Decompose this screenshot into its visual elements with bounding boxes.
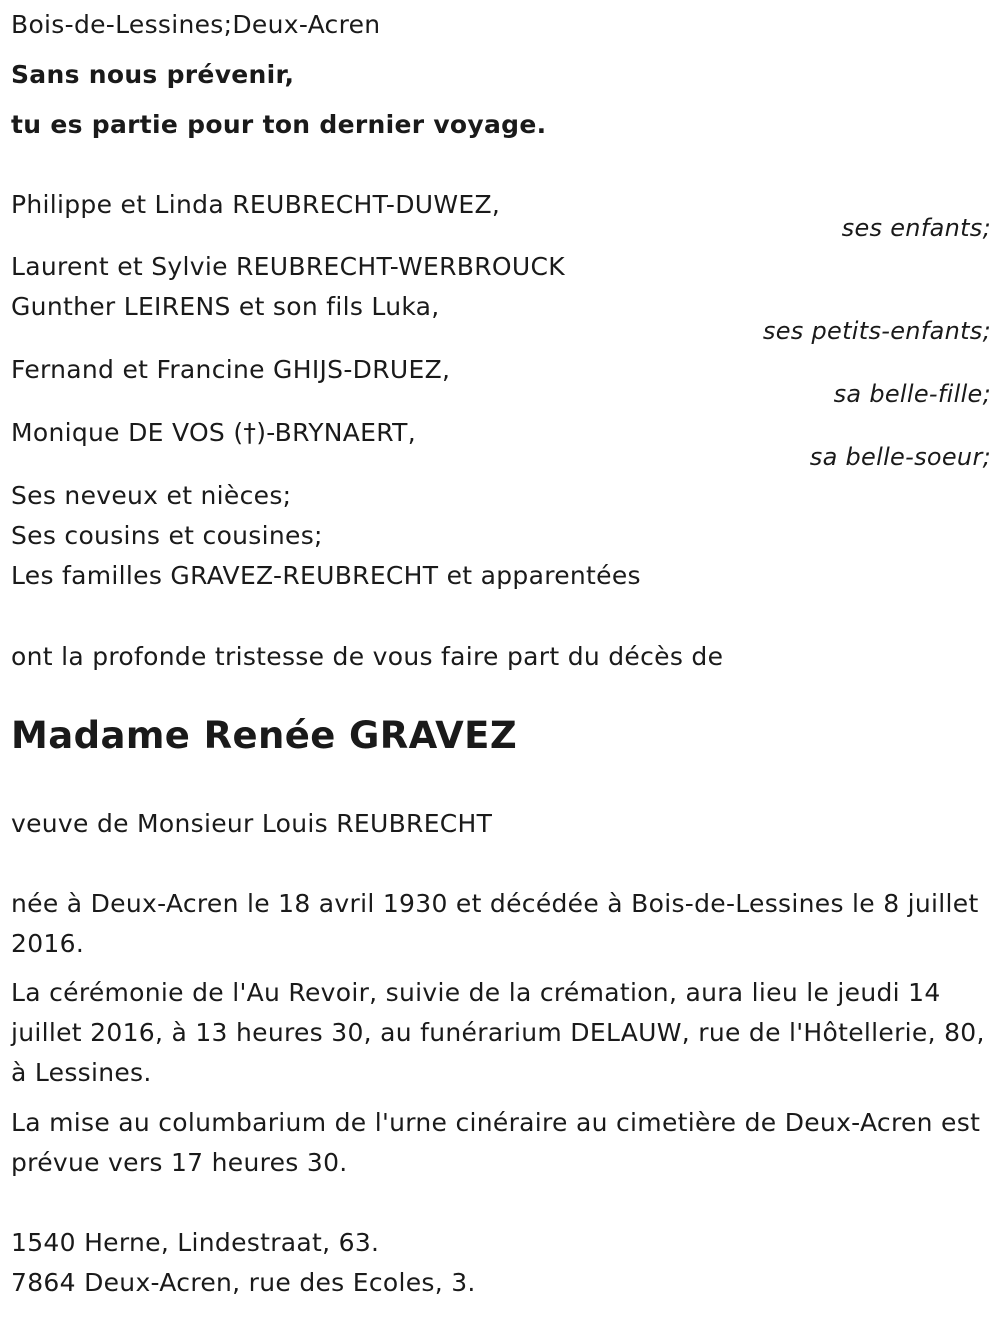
family-line-grandchildren-1: Laurent et Sylvie REUBRECHT-WERBROUCK [11, 252, 565, 281]
columbarium-paragraph: La mise au columbarium de l'urne cinéraire au cimetière de Deux-Acren est prévue vers 17 heures 30. [11, 1108, 981, 1177]
family-line-daughter-in-law: Fernand et Francine GHIJS-DRUEZ, [11, 355, 451, 384]
extended-line-2: Ses cousins et cousines; [11, 521, 323, 550]
announcement-line: ont la profonde tristesse de vous faire part du décès de [11, 642, 724, 671]
relation-children: ses enfants; [841, 214, 991, 242]
birth-death-paragraph: née à Deux-Acren le 18 avril 1930 et décédée à Bois-de-Lessines le 8 juillet 2016. [11, 889, 979, 958]
relation-sister-in-law: sa belle-soeur; [809, 443, 991, 471]
address-line-2: 7864 Deux-Acren, rue des Ecoles, 3. [11, 1268, 476, 1297]
deceased-name: Madame Renée GRAVEZ [11, 714, 518, 757]
family-line-children: Philippe et Linda REUBRECHT-DUWEZ, [11, 190, 501, 219]
verse-line-2: tu es partie pour ton dernier voyage. [11, 110, 547, 139]
extended-line-1: Ses neveux et nièces; [11, 481, 292, 510]
family-line-sister-in-law: Monique DE VOS (†)-BRYNAERT, [11, 418, 416, 447]
location-line: Bois-de-Lessines;Deux-Acren [11, 10, 381, 39]
relation-grandchildren: ses petits-enfants; [762, 317, 991, 345]
address-line-1: 1540 Herne, Lindestraat, 63. [11, 1228, 380, 1257]
family-line-grandchildren-2: Gunther LEIRENS et son fils Luka, [11, 292, 440, 321]
spouse-line: veuve de Monsieur Louis REUBRECHT [11, 809, 493, 838]
relation-daughter-in-law: sa belle-fille; [833, 380, 991, 408]
ceremony-paragraph: La cérémonie de l'Au Revoir, suivie de la crémation, aura lieu le jeudi 14 juillet 2016, à 13 heures 30, au funérarium DELAUW, rue de l'Hôtellerie, 80, à Lessines. [11, 978, 985, 1087]
verse-line-1: Sans nous prévenir, [11, 60, 295, 89]
extended-line-3: Les familles GRAVEZ-REUBRECHT et apparentées [11, 561, 641, 590]
